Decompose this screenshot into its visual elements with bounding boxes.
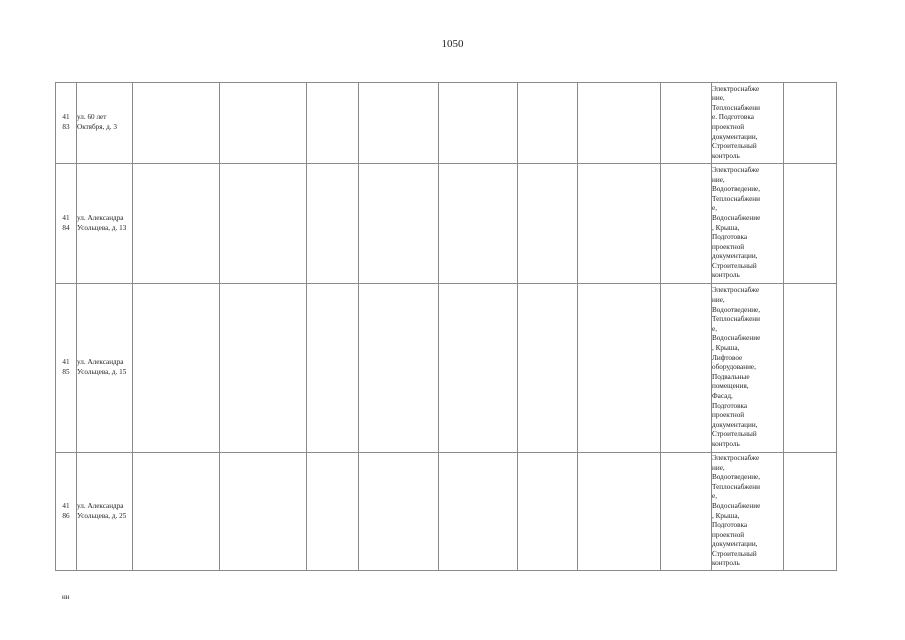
empty-cell [220,453,307,571]
empty-cell [518,83,578,164]
empty-cell [359,83,439,164]
works-table [55,82,837,571]
row-works: Электроснабже ние, Водоотведение, Теплоснабжени е, Водоснабжение , Крыша, Подготовка проектной документации, Строительный контроль [712,164,784,284]
empty-cell [307,83,359,164]
empty-cell [133,164,220,284]
row-works: Электроснабже ние, Теплоснабжени е. Подготовка проектной документации, Строительный контроль [712,83,784,164]
empty-cell [220,284,307,453]
empty-cell [359,164,439,284]
empty-cell [133,83,220,164]
table-row [56,453,837,571]
page-number: 1050 [441,38,464,50]
empty-cell [439,284,518,453]
empty-cell [784,164,837,284]
empty-cell [578,284,661,453]
empty-cell [518,453,578,571]
row-number: 41 86 [56,453,77,571]
empty-cell [359,284,439,453]
empty-cell [439,164,518,284]
empty-cell [359,453,439,571]
empty-cell [220,83,307,164]
empty-cell [518,284,578,453]
row-works: Электроснабже ние, Водоотведение, Теплоснабжени е, Водоснабжение , Крыша, Подготовка проектной документации, Строительный контроль [712,453,784,571]
empty-cell [661,284,712,453]
empty-cell [439,83,518,164]
empty-cell [784,284,837,453]
row-works: Электроснабже ние, Водоотведение, Теплоснабжени е, Водоснабжение , Крыша, Лифтовое оборудование, Подвальные помещения, Фасад, Подготовка проектной документации, Строительный контроль [712,284,784,453]
footer-mark: нн [62,593,70,601]
empty-cell [661,164,712,284]
empty-cell [133,284,220,453]
empty-cell [661,453,712,571]
empty-cell [784,83,837,164]
empty-cell [661,83,712,164]
empty-cell [439,453,518,571]
empty-cell [307,453,359,571]
row-address: ул. Александра Усольцева, д. 15 [77,284,133,453]
row-number: 41 84 [56,164,77,284]
empty-cell [578,453,661,571]
row-address: ул. Александра Усольцева, д. 13 [77,164,133,284]
empty-cell [578,164,661,284]
row-address: ул. Александра Усольцева, д. 25 [77,453,133,571]
empty-cell [578,83,661,164]
empty-cell [307,164,359,284]
empty-cell [307,284,359,453]
table-row [56,284,837,453]
table-row [56,164,837,284]
row-address: ул. 60 лет Октября, д. 3 [77,83,133,164]
row-number: 41 85 [56,284,77,453]
empty-cell [133,453,220,571]
empty-cell [784,453,837,571]
empty-cell [518,164,578,284]
row-number: 41 83 [56,83,77,164]
table-row [56,83,837,164]
empty-cell [220,164,307,284]
